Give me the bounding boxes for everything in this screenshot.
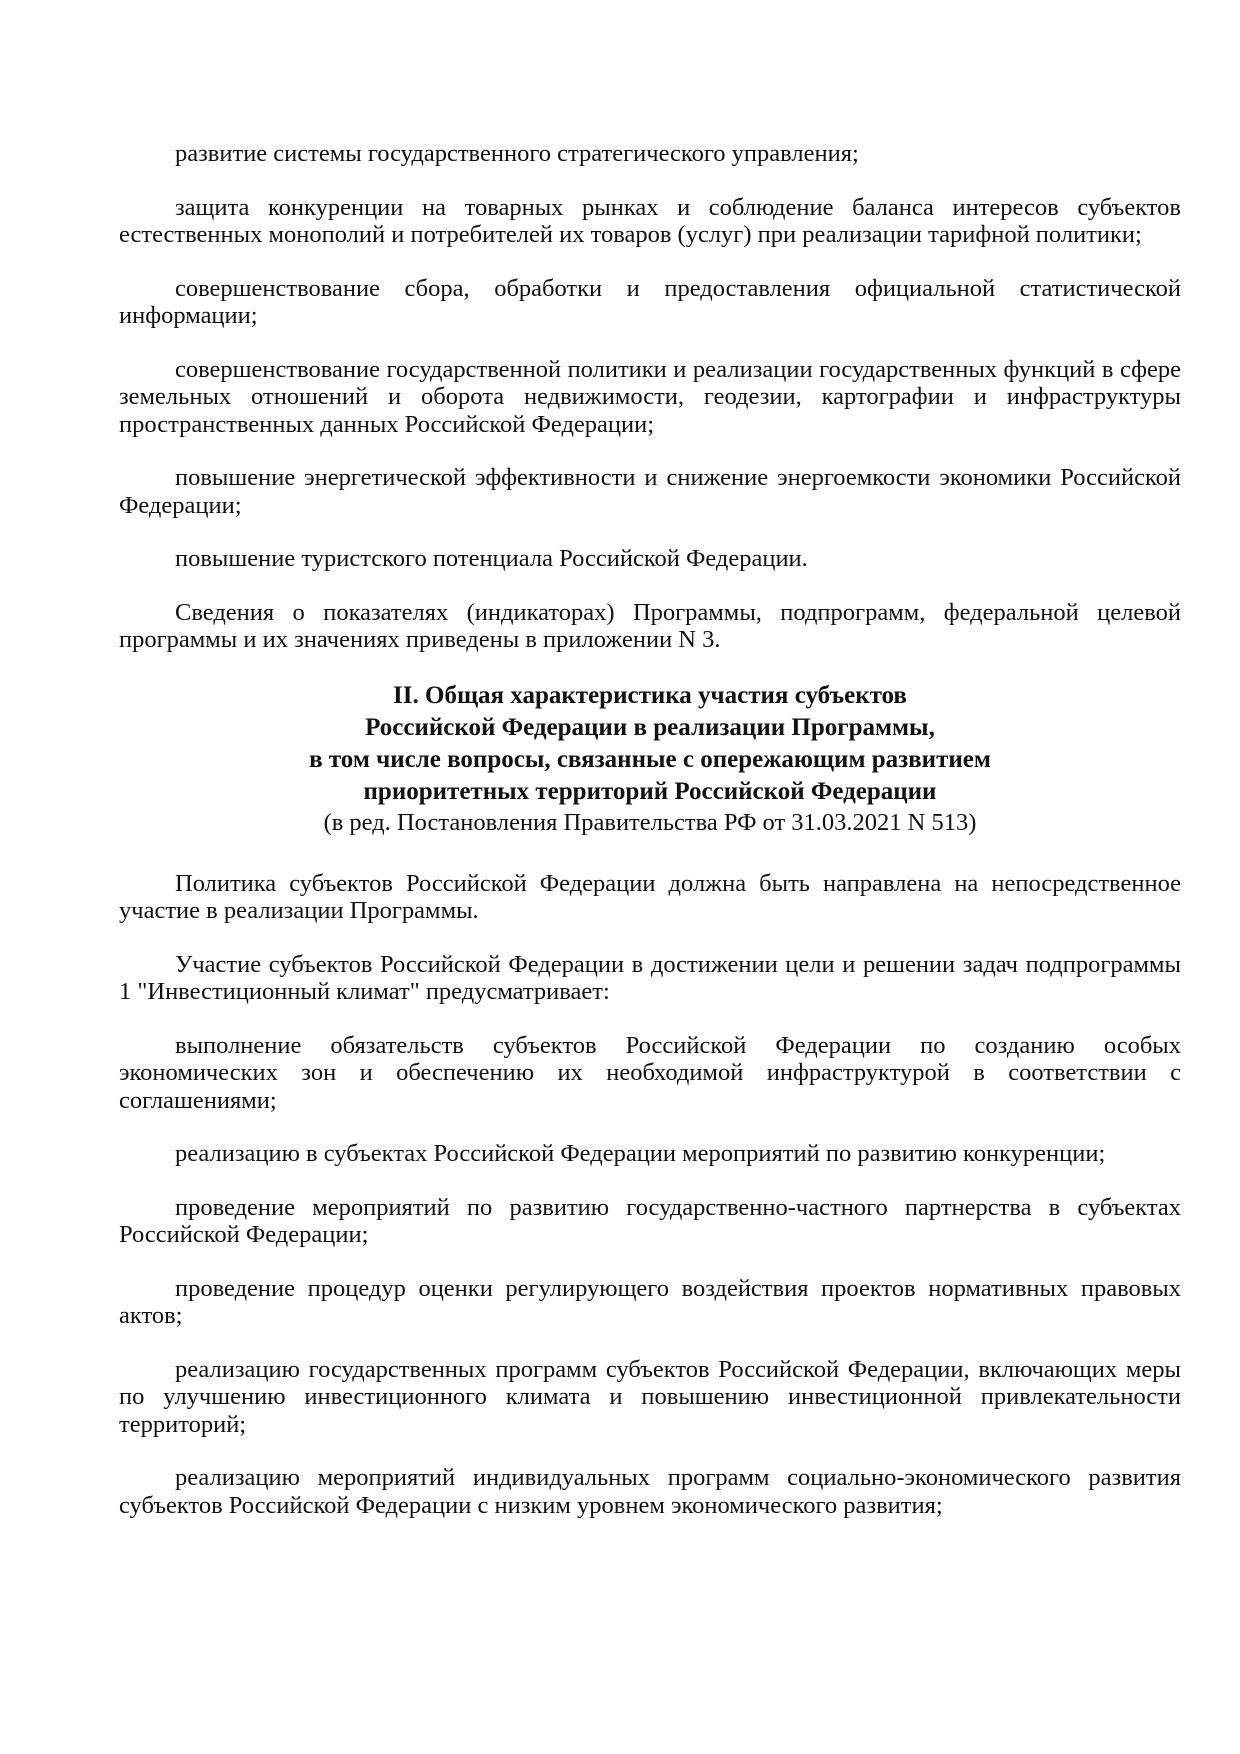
section-heading-line: Российской Федерации в реализации Программы,: [365, 713, 935, 741]
paragraph-investment-climate-participation: Участие субъектов Российской Федерации в достижении цели и решении задач подпрограммы 1 "Инвестиционный климат" предусматривает:: [119, 950, 1181, 1005]
document-body: [119, 140, 1181, 1545]
paragraph-competition-development: реализацию в субъектах Российской Федерации мероприятий по развитию конкуренции;: [175, 1140, 1106, 1167]
section-heading: [119, 680, 1181, 808]
section-heading-line: приоритетных территорий Российской Федерации: [363, 777, 937, 805]
paragraph-land-relations: совершенствование государственной политики и реализации государственных функций в сфере земельных отношений и оборота недвижимости, геодезии, картографии и инфраструктуры пространственных данных Российской Федерации;: [119, 355, 1181, 438]
paragraph-special-economic-zones: выполнение обязательств субъектов Российской Федерации по созданию особых экономических зон и обеспечению их необходимой инфраструктурой в соответствии с соглашениями;: [119, 1031, 1181, 1114]
paragraph-tourism: повышение туристского потенциала Российской Федерации.: [175, 545, 808, 572]
paragraph-regional-policy: Политика субъектов Российской Федерации должна быть направлена на непосредственное участие в реализации Программы.: [119, 869, 1181, 924]
paragraph-competition-protection: защита конкуренции на товарных рынках и соблюдение баланса интересов субъектов естественных монополий и потребителей их товаров (услуг) при реализации тарифной политики;: [119, 193, 1181, 248]
section-heading-line: II. Общая характеристика участия субъектов: [393, 681, 907, 709]
paragraph-regulatory-impact: проведение процедур оценки регулирующего воздействия проектов нормативных правовых актов;: [119, 1274, 1181, 1329]
amendment-note: (в ред. Постановления Правительства РФ от 31.03.2021 N 513): [323, 808, 977, 836]
paragraph-regional-programs: реализацию государственных программ субъектов Российской Федерации, включающих меры по улучшению инвестиционного климата и повышению инвестиционной привлекательности территорий;: [119, 1355, 1181, 1438]
paragraph-public-private-partnership: проведение мероприятий по развитию государственно-частного партнерства в субъектах Российской Федерации;: [119, 1193, 1181, 1248]
paragraph-statistics: совершенствование сбора, обработки и предоставления официальной статистической информации;: [119, 274, 1181, 329]
paragraph-energy-efficiency: повышение энергетической эффективности и снижение энергоемкости экономики Российской Федерации;: [119, 464, 1181, 519]
paragraph-indicators: Сведения о показателях (индикаторах) Программы, подпрограмм, федеральной целевой программы и их значениях приведены в приложении N 3.: [119, 598, 1181, 653]
paragraph-strategic-management: развитие системы государственного стратегического управления;: [175, 140, 859, 167]
paragraph-individual-programs: реализацию мероприятий индивидуальных программ социально-экономического развития субъектов Российской Федерации с низким уровнем экономического развития;: [119, 1464, 1181, 1519]
section-heading-line: в том числе вопросы, связанные с опережающим развитием: [309, 745, 991, 773]
